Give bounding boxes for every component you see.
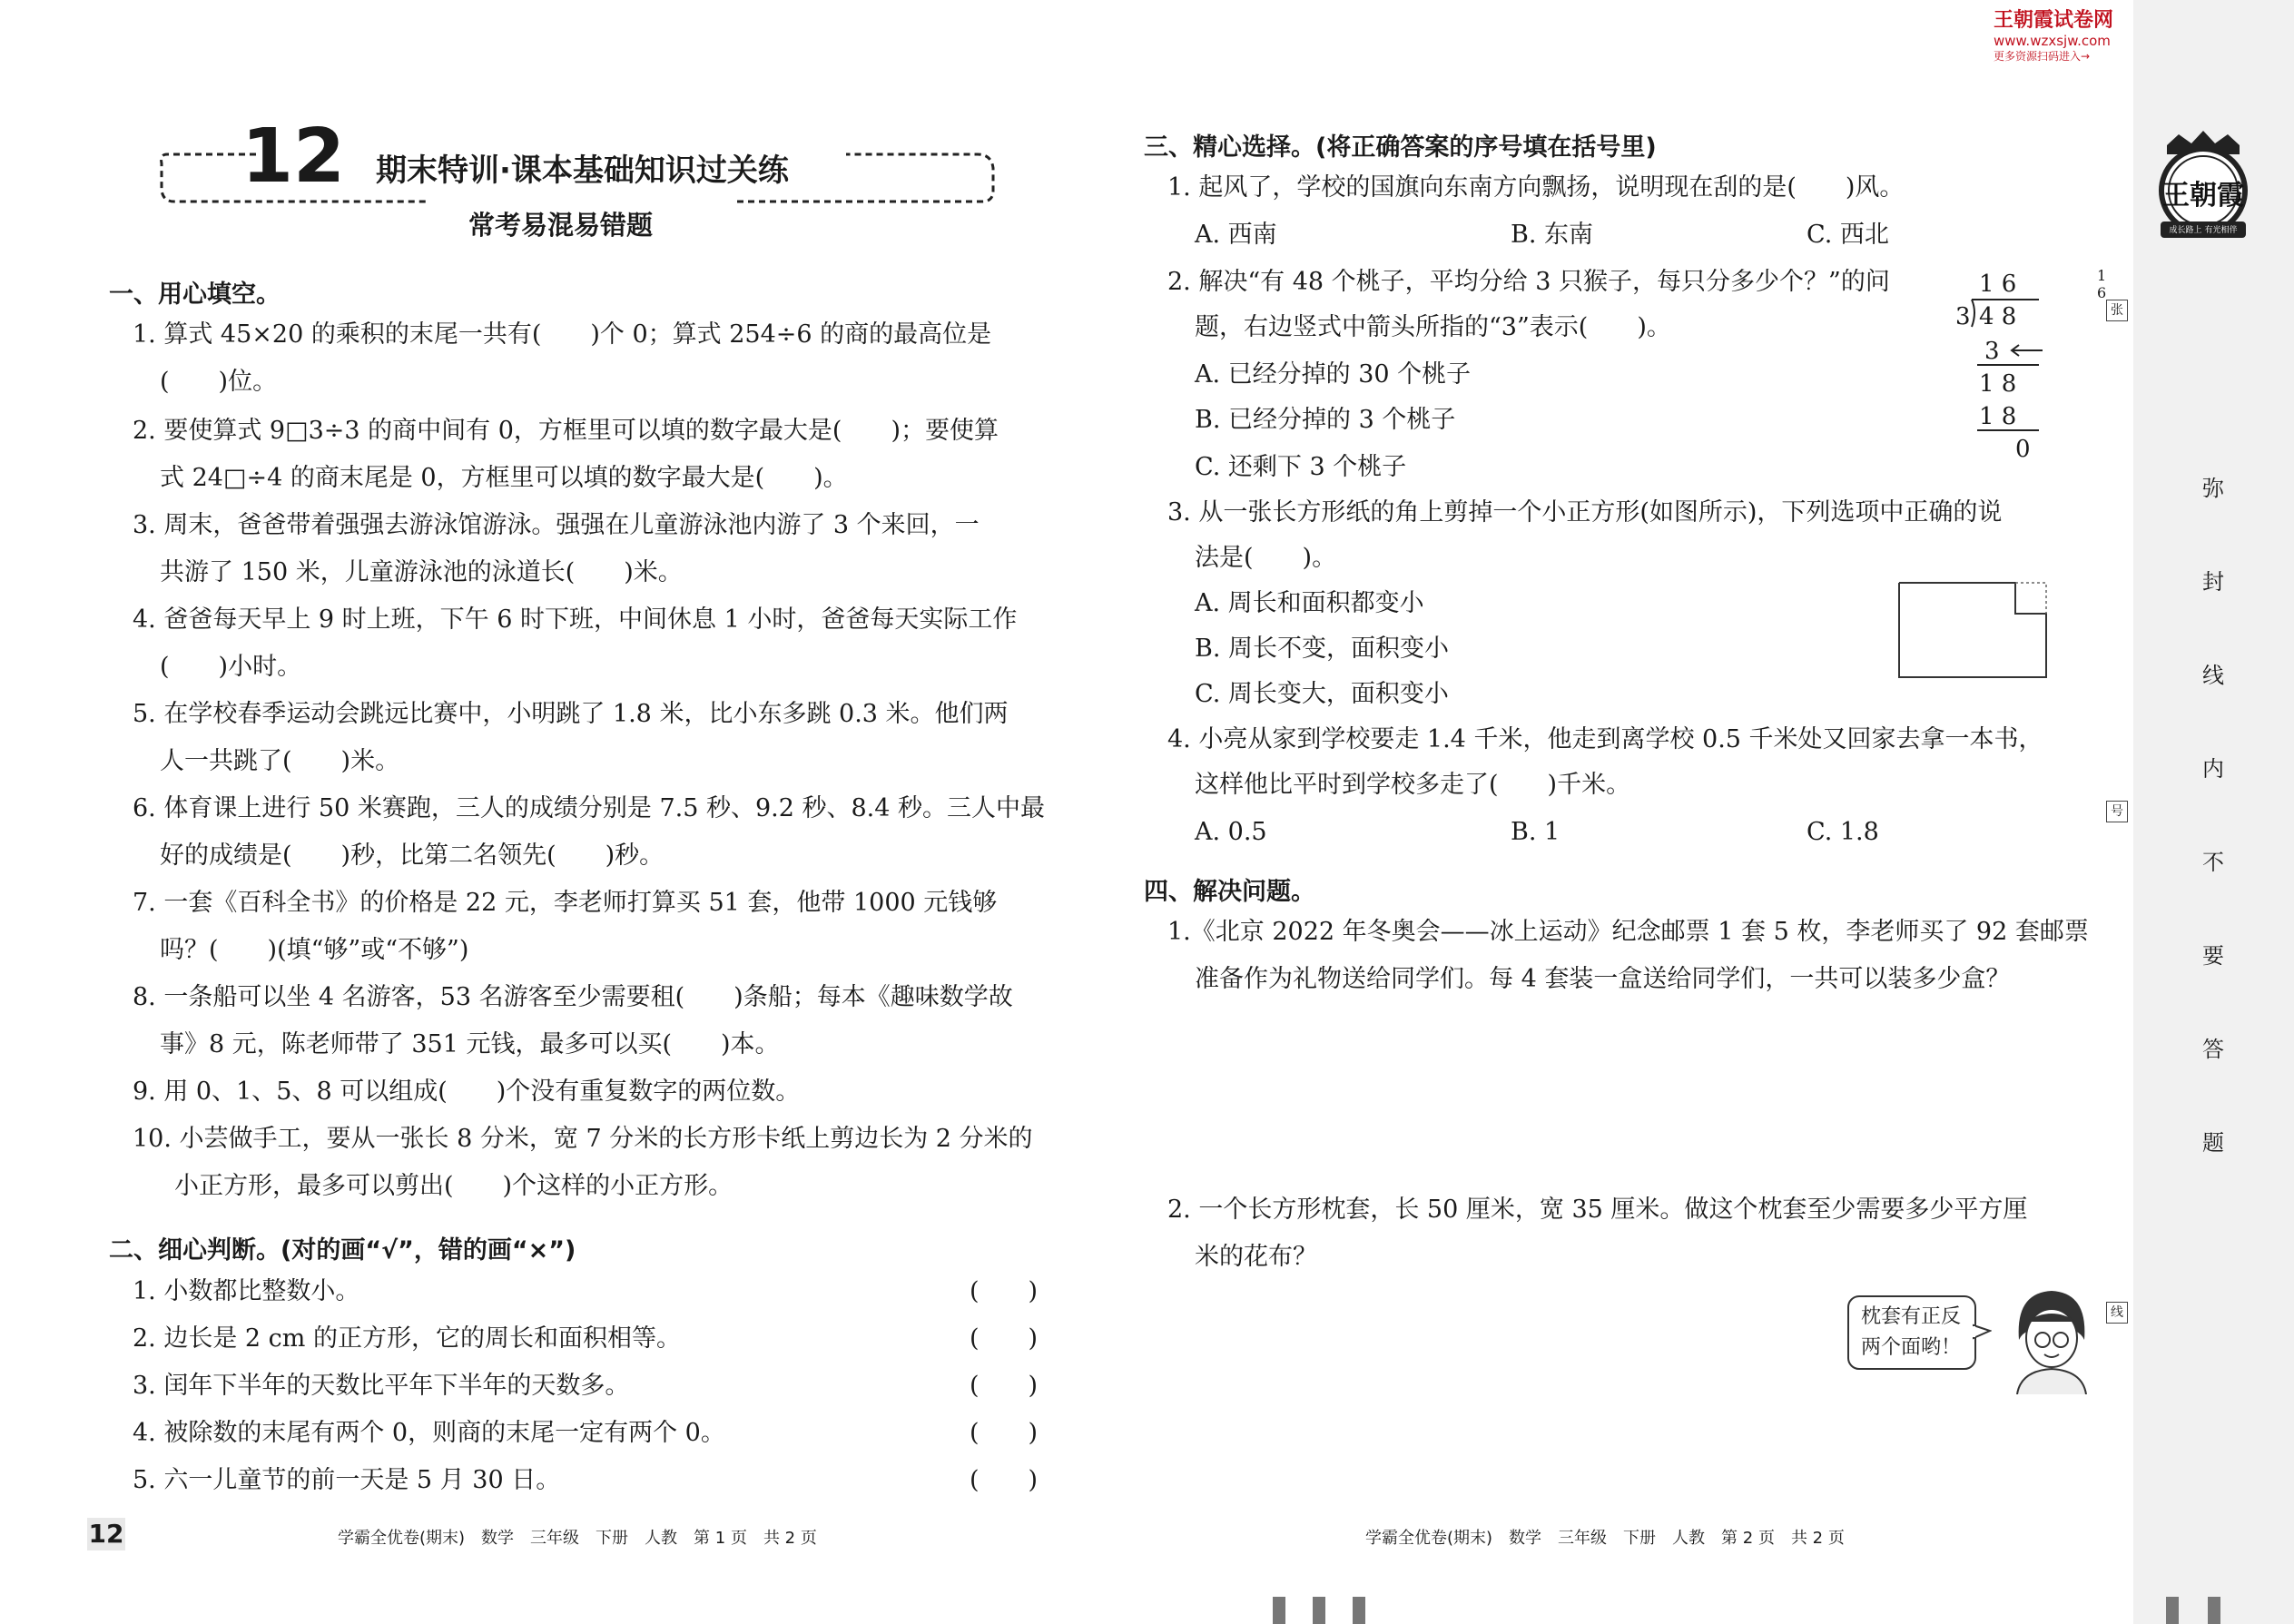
seal-char: 线 xyxy=(2202,663,2224,688)
option-a[interactable]: A. 0.5 xyxy=(1195,818,1267,846)
option-b[interactable]: B. 周长不变，面积变小 xyxy=(1195,635,1450,663)
brand-url[interactable]: www.wzxsjw.com xyxy=(1994,33,2111,49)
division-quotient: 1 6 xyxy=(1979,271,2017,298)
section1-heading: 一、用心填空。 xyxy=(109,281,281,309)
division-quotient: 1 6 xyxy=(2097,267,2107,301)
list-item: 4. 爸爸每天早上 9 时上班，下午 6 时下班，中间休息 1 小时，爸爸每天实际工作 xyxy=(133,605,1018,634)
list-item: 9. 用 0、1、5、8 可以组成( )个没有重复数字的两位数。 xyxy=(133,1078,801,1106)
answer-paren[interactable]: ( ) xyxy=(970,1466,1039,1494)
problem-question: 米的花布？ xyxy=(1195,1243,1317,1271)
choice-question: 这样他比平时到学校多走了( )千米。 xyxy=(1195,771,1631,799)
judge-item: 5. 六一儿童节的前一天是 5 月 30 日。 xyxy=(133,1466,561,1494)
option-c[interactable]: C. 西北 xyxy=(1807,221,1889,249)
list-item: ( )位。 xyxy=(160,368,278,396)
logo-motto xyxy=(2162,223,2244,235)
list-item: 6. 体育课上进行 50 米赛跑，三人的成绩分别是 7.5 秒、9.2 秒、8.4 秒。三人中最 xyxy=(133,794,1046,822)
registration-mark xyxy=(2208,1597,2220,1624)
judge-item: 1. 小数都比整数小。 xyxy=(133,1277,360,1305)
brand-tagline: 更多资源扫码进入→ xyxy=(1994,50,2091,63)
arrow-left-icon xyxy=(2008,341,2044,359)
judge-item: 3. 闰年下半年的天数比平年下半年的天数多。 xyxy=(133,1372,630,1400)
registration-mark xyxy=(2166,1597,2179,1624)
list-item: 小正方形，最多可以剪出( )个这样的小正方形。 xyxy=(174,1172,733,1200)
option-a[interactable]: A. 已经分掉的 30 个桃子 xyxy=(1195,360,1472,389)
margin-mark: 线 xyxy=(2106,1302,2128,1324)
list-item: 好的成绩是( )秒，比第二名领先( )秒。 xyxy=(160,842,665,870)
section4-heading: 四、解决问题。 xyxy=(1144,878,1315,906)
choice-question: 题，右边竖式中箭头所指的“3”表示( )。 xyxy=(1195,313,1671,341)
list-item: 10. 小芸做手工，要从一张长 8 分米，宽 7 分米的长方形卡纸上剪边长为 2 分米的 xyxy=(133,1125,1033,1153)
choice-question: 法是( )。 xyxy=(1195,544,1337,572)
division-step: 1 8 xyxy=(1979,403,2017,430)
problem-question: 1.《北京 2022 年冬奥会——冰上运动》纪念邮票 1 套 5 枚，李老师买了 92 套邮票 xyxy=(1167,918,2089,946)
answer-area[interactable] xyxy=(1167,1008,2075,1189)
margin-mark: 张 xyxy=(2106,300,2128,321)
speech-bubble xyxy=(1846,1294,1992,1373)
problem-question: 2. 一个长方形枕套，长 50 厘米，宽 35 厘米。做这个枕套至少需要多少平方厘 xyxy=(1167,1196,2028,1224)
judge-item: 2. 边长是 2 cm 的正方形，它的周长和面积相等。 xyxy=(133,1324,681,1353)
division-step: 3 xyxy=(1984,338,2000,365)
list-item: ( )小时。 xyxy=(160,653,302,681)
list-item: 1. 算式 45×20 的乘积的末尾一共有( )个 0；算式 254÷6 的商的最高位是 xyxy=(133,320,992,349)
page-title: 期末特训·课本基础知识过关练 xyxy=(376,153,789,189)
header-number: 12 xyxy=(241,113,346,200)
registration-mark xyxy=(1313,1597,1325,1624)
division-step: 0 xyxy=(2015,436,2031,463)
list-item: 事》8 元，陈老师带了 351 元钱，最多可以买( )本。 xyxy=(160,1030,780,1058)
seal-char: 内 xyxy=(2202,756,2224,782)
option-a[interactable]: A. 周长和面积都变小 xyxy=(1195,589,1424,617)
choice-question: 2. 解决“有 48 个桃子，平均分给 3 只猴子，每只分多少个？”的问 xyxy=(1167,268,1890,296)
list-item: 3. 周末，爸爸带着强强去游泳馆游泳。强强在儿童游泳池内游了 3 个来回，一 xyxy=(133,511,980,539)
answer-paren[interactable]: ( ) xyxy=(970,1277,1039,1305)
option-b[interactable]: B. 已经分掉的 3 个桃子 xyxy=(1195,406,1456,434)
division-dividend: 4 8 xyxy=(1979,303,2017,330)
seal-char: 封 xyxy=(2202,569,2224,595)
footer-left: 学霸全优卷(期末) 数学 三年级 下册 人教 第 1 页 共 2 页 xyxy=(338,1529,817,1548)
cut-rectangle-figure xyxy=(1897,581,2052,681)
choice-question: 4. 小亮从家到学校要走 1.4 千米，他走到离学校 0.5 千米处又回家去拿一本书， xyxy=(1167,725,2043,753)
bubble-line: 两个面哟！ xyxy=(1861,1336,1962,1359)
choice-question: 3. 从一张长方形纸的角上剪掉一个小正方形(如图所示)，下列选项中正确的说 xyxy=(1167,498,2003,527)
brand-name: 王朝霞试卷网 xyxy=(1994,9,2114,32)
division-divisor: 3 xyxy=(1955,303,1971,330)
problem-question: 准备作为礼物送给同学们。每 4 套装一盒送给同学们，一共可以装多少盒？ xyxy=(1195,965,2011,993)
answer-area[interactable] xyxy=(1167,1280,1848,1480)
answer-paren[interactable]: ( ) xyxy=(970,1419,1039,1447)
footer-right: 学霸全优卷(期末) 数学 三年级 下册 人教 第 2 页 共 2 页 xyxy=(1365,1529,1845,1548)
logo-badge xyxy=(2153,127,2253,245)
bubble-line: 枕套有正反 xyxy=(1861,1305,1962,1328)
seal-char: 答 xyxy=(2202,1037,2224,1062)
answer-paren[interactable]: ( ) xyxy=(970,1372,1039,1400)
seal-char: 题 xyxy=(2202,1130,2224,1156)
page-number-badge: 12 xyxy=(88,1519,124,1549)
judge-item: 4. 被除数的末尾有两个 0，则商的末尾一定有两个 0。 xyxy=(133,1419,725,1447)
registration-mark xyxy=(1353,1597,1365,1624)
logo-motto-right: 有光相伴 xyxy=(2204,226,2238,235)
option-b[interactable]: B. 1 xyxy=(1511,818,1561,846)
section2-heading: 二、细心判断。(对的画“√”，错的画“×”) xyxy=(109,1236,576,1265)
list-item: 人一共跳了( )米。 xyxy=(160,747,400,775)
list-item: 吗？( )(填“够”或“不够”) xyxy=(160,936,469,964)
answer-paren[interactable]: ( ) xyxy=(970,1324,1039,1353)
section3-heading: 三、精心选择。(将正确答案的序号填在括号里) xyxy=(1144,133,1657,162)
seal-char: 不 xyxy=(2202,850,2224,875)
seal-char: 弥 xyxy=(2202,476,2224,501)
option-a[interactable]: A. 西南 xyxy=(1195,221,1277,249)
list-item: 7. 一套《百科全书》的价格是 22 元，李老师打算买 51 套，他带 1000 元钱够 xyxy=(133,889,998,917)
option-c[interactable]: C. 周长变大，面积变小 xyxy=(1195,680,1449,708)
logo-text: 王朝霞 xyxy=(2162,180,2244,212)
list-item: 2. 要使算式 9□3÷3 的商中间有 0，方框里可以填的数字最大是( )；要使算 xyxy=(133,417,999,445)
margin-mark: 号 xyxy=(2106,801,2128,822)
logo-motto-left: 成长路上 xyxy=(2169,226,2202,235)
list-item: 5. 在学校春季运动会跳远比赛中，小明跳了 1.8 米，比小东多跳 0.3 米。他们两 xyxy=(133,700,1009,728)
list-item: 式 24□÷4 的商末尾是 0，方框里可以填的数字最大是( )。 xyxy=(160,464,848,492)
list-item: 共游了 150 米，儿童游泳池的泳道长( )米。 xyxy=(160,558,683,586)
division-step: 1 8 xyxy=(1979,370,2017,398)
option-c[interactable]: C. 还剩下 3 个桃子 xyxy=(1195,453,1407,481)
page-subtitle: 常考易混易错题 xyxy=(468,210,654,241)
registration-mark xyxy=(1273,1597,1285,1624)
choice-question: 1. 起风了，学校的国旗向东南方向飘扬，说明现在刮的是( )风。 xyxy=(1167,173,1905,202)
option-c[interactable]: C. 1.8 xyxy=(1807,818,1879,846)
seal-char: 要 xyxy=(2202,943,2224,969)
girl-illustration xyxy=(2006,1285,2097,1394)
option-b[interactable]: B. 东南 xyxy=(1511,221,1594,249)
list-item: 8. 一条船可以坐 4 名游客，53 名游客至少需要租( )条船；每本《趣味数学故 xyxy=(133,983,1013,1011)
division-lines xyxy=(1952,296,2043,432)
